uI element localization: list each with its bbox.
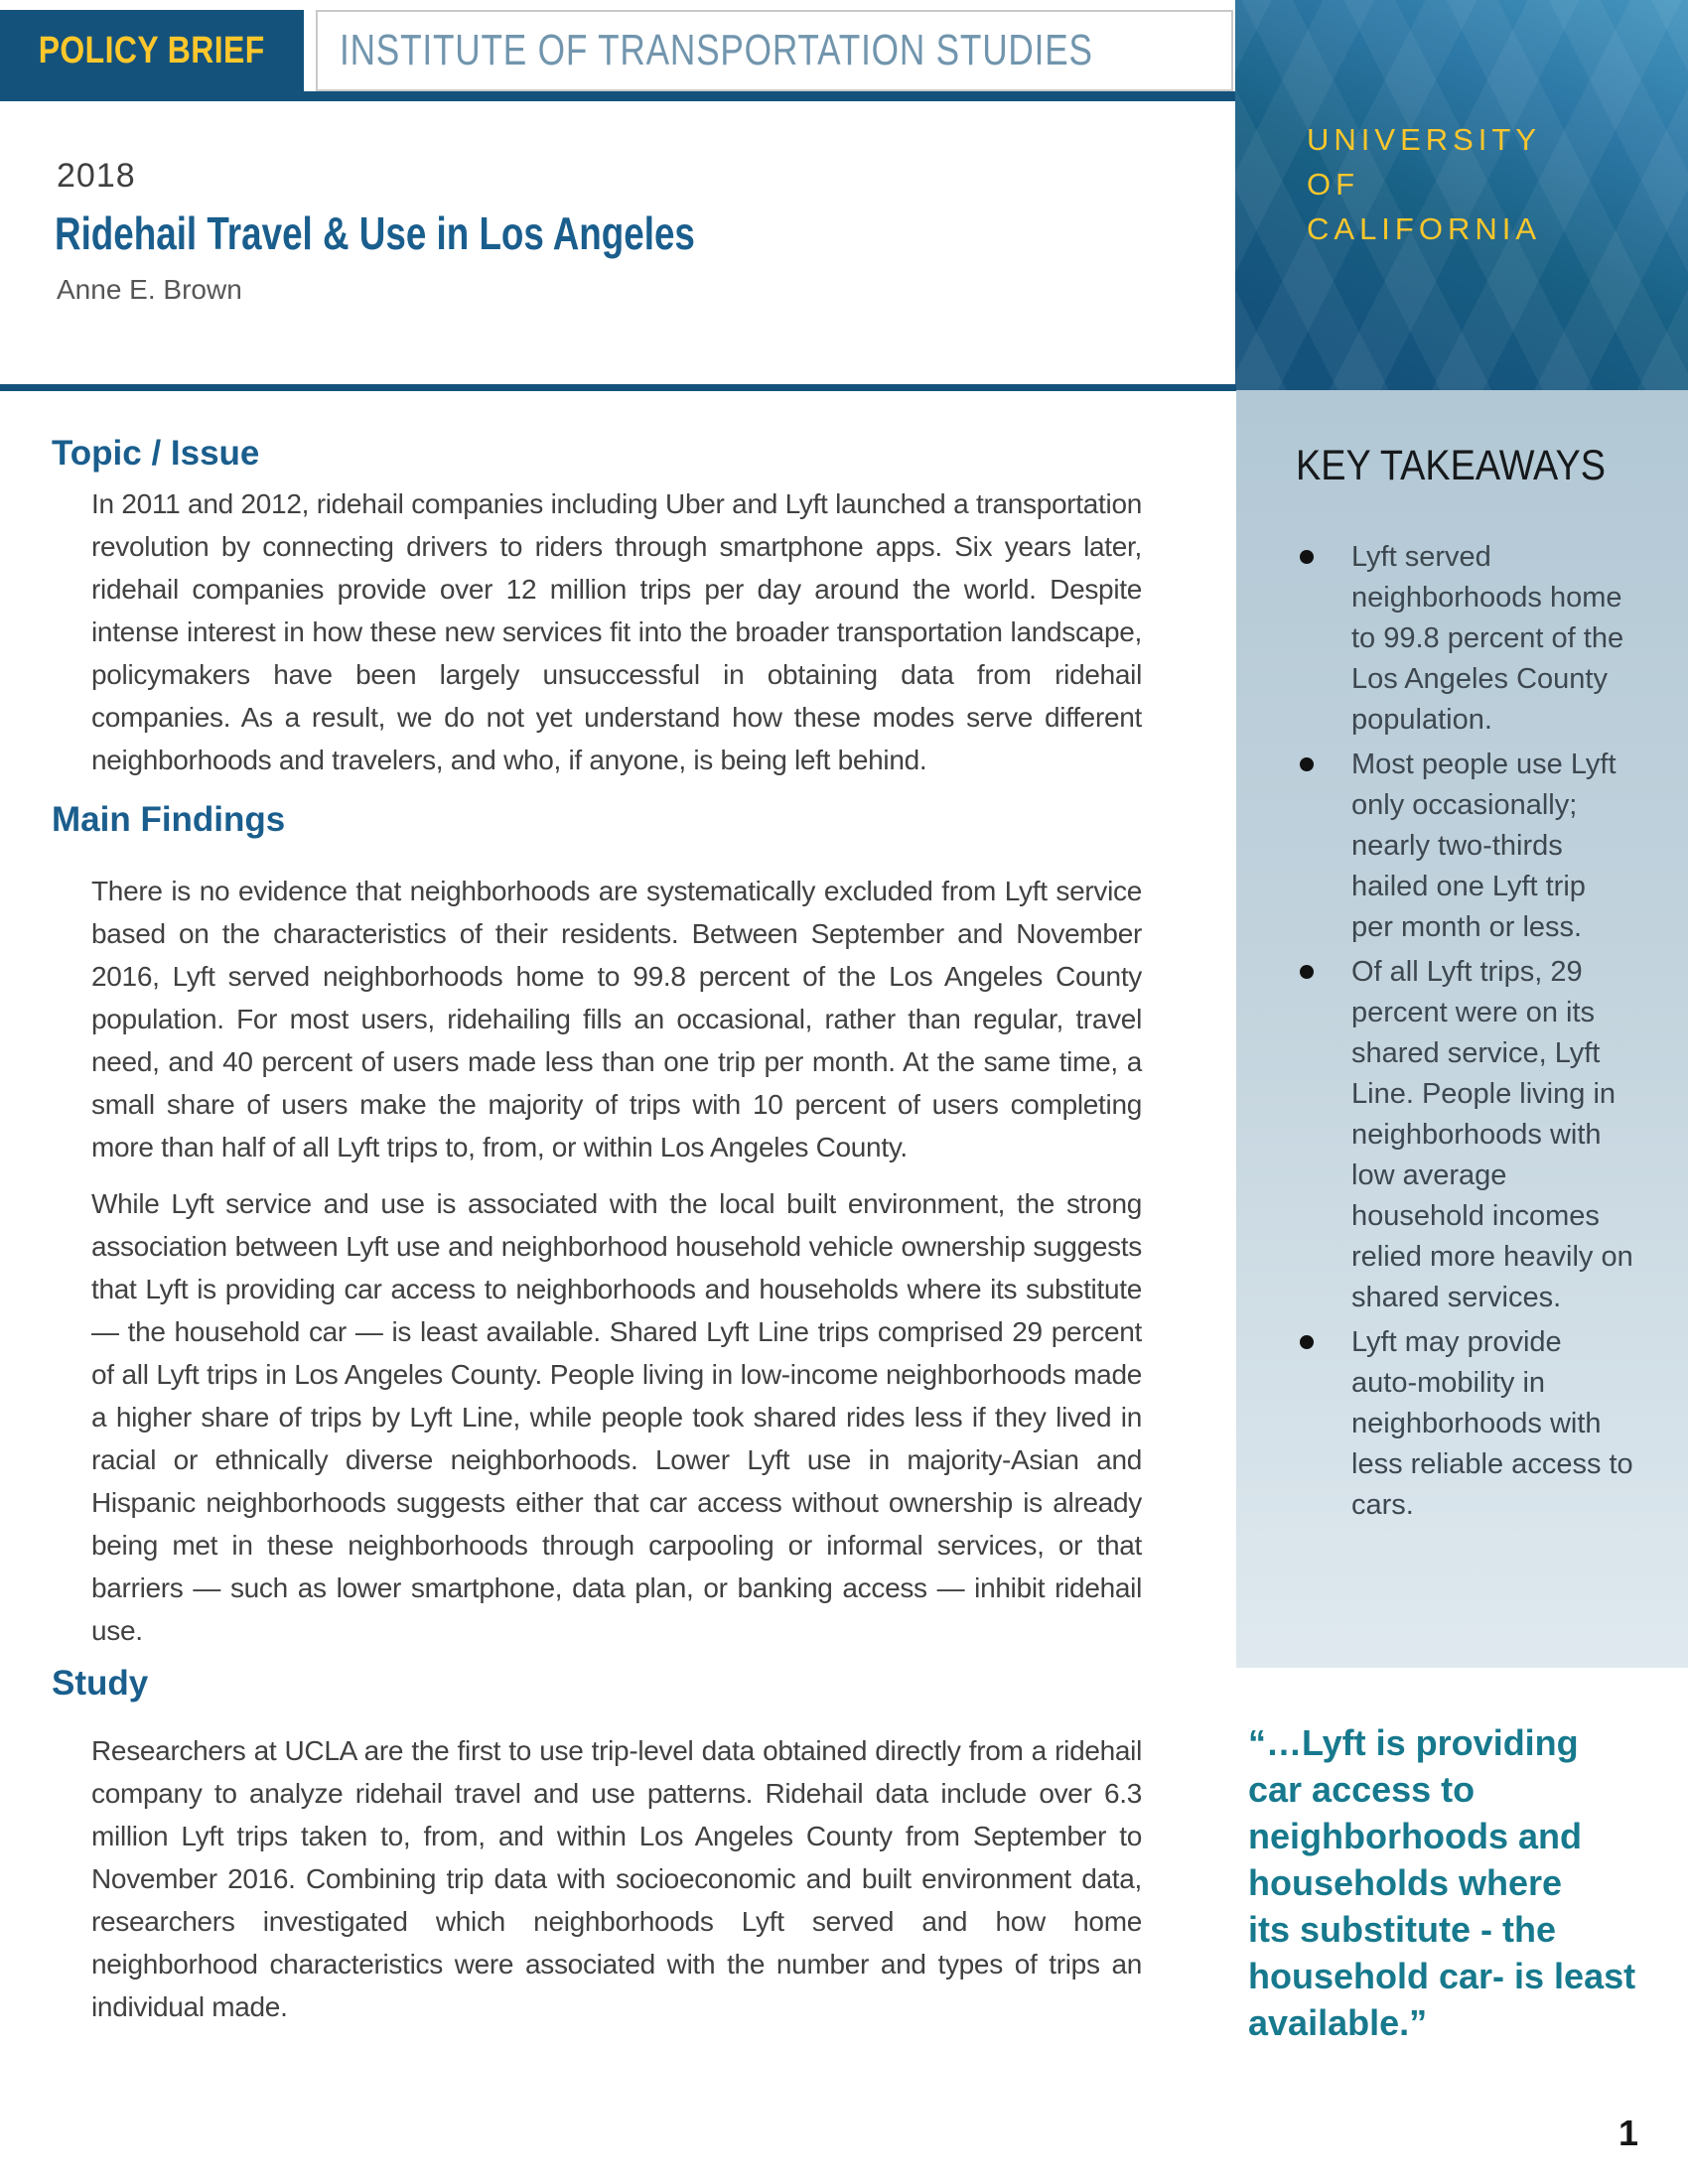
university-brand-panel — [1235, 0, 1688, 390]
main-findings-paragraph-1: There is no evidence that neighborhoods are systematically excluded from Lyft service based on the characteristics of their residents. Between September and November 2016, Lyft served neighborhoods home to 99.8 percent of the Los Angeles County population. For most users, ridehailing fills an occasional, rather than regular, travel need, and 40 percent of users made less than one trip per month. At the same time, a small share of users make the majority of trips with 10 percent of users completing more than half of all Lyft trips to, from, or within Los Angeles County. — [91, 876, 1142, 1162]
key-takeaways-panel — [1236, 390, 1688, 1668]
pull-quote-line: its substitute - the — [1248, 1909, 1557, 1950]
takeaway-item — [1296, 745, 1633, 948]
topic-issue-paragraph: In 2011 and 2012, ridehail companies including Uber and Lyft launched a transportation revolution by connecting drivers to riders through smartphone apps. Six years later, ridehail companies provide over 12 million trips per day around the world. Despite intense interest in how these new services fit into the broader transportation landscape, policymakers have been largely unsuccessful in obtaining data from ridehail companies. As a result, we do not yet understand how these modes serve different neighborhoods and travelers, and who, if anyone, is being left behind. — [91, 488, 1142, 775]
pull-quote-line: “…Lyft is providing — [1248, 1722, 1579, 1763]
pull-quote — [1248, 1719, 1635, 2046]
policy-brief-label: POLICY BRIEF — [39, 29, 265, 71]
policy-brief-badge — [0, 10, 304, 91]
pull-quote-line: household car- is least — [1248, 1956, 1636, 1996]
study-paragraph: Researchers at UCLA are the first to use trip-level data obtained directly from a ridehail company to analyze ridehail travel and use patterns. Ridehail data include over 6.3 million Lyft trips taken to, from, and within Los Angeles County from September to November 2016. Combining trip data with socioeconomic and built environment data, researchers investigated which neighborhoods Lyft served and how home neighborhood characteristics were associated with the number and types of trips an individual made. — [91, 1735, 1142, 2022]
publication-year: 2018 — [57, 157, 136, 195]
takeaway-text: Most people use Lyft only occasionally; nearly two-thirds hailed one Lyft trip per month or less. — [1351, 749, 1617, 943]
institute-title: INSTITUTE OF TRANSPORTATION STUDIES — [340, 26, 1093, 74]
institute-header — [316, 10, 1233, 91]
university-wordmark-line: OF — [1307, 167, 1360, 202]
takeaway-item — [1296, 537, 1633, 741]
university-wordmark — [1307, 117, 1541, 251]
bullet-dot-icon — [1300, 965, 1314, 979]
university-wordmark-line: UNIVERSITY — [1307, 122, 1542, 157]
author-name: Anne E. Brown — [57, 274, 242, 305]
page-number: 1 — [1618, 2113, 1639, 2153]
key-takeaways-list — [1296, 537, 1633, 1530]
section-heading-study: Study — [52, 1664, 149, 1703]
section-heading-topic-issue: Topic / Issue — [52, 434, 260, 473]
takeaway-text: Of all Lyft trips, 29 percent were on its shared service, Lyft Line. People living in neighborhoods with low average household incomes relied more heavily on shared services. — [1351, 956, 1633, 1313]
pull-quote-line: car access to — [1248, 1769, 1476, 1810]
section-heading-main-findings: Main Findings — [52, 800, 286, 839]
header-divider-rule — [0, 91, 1236, 101]
takeaway-text: Lyft served neighborhoods home to 99.8 percent of the Los Angeles County population. — [1351, 541, 1624, 736]
bullet-dot-icon — [1300, 1335, 1314, 1349]
pull-quote-line: households where — [1248, 1862, 1563, 1903]
university-wordmark-line: CALIFORNIA — [1307, 211, 1542, 246]
title-divider-rule — [0, 384, 1236, 391]
key-takeaways-heading: KEY TAKEAWAYS — [1296, 442, 1606, 489]
takeaway-item — [1296, 1322, 1633, 1526]
pull-quote-line: neighborhoods and — [1248, 1816, 1582, 1856]
bullet-dot-icon — [1300, 550, 1314, 564]
takeaway-text: Lyft may provide auto-mobility in neighborhoods with less reliable access to cars. — [1351, 1326, 1633, 1521]
pull-quote-line: available.” — [1248, 2002, 1428, 2043]
page-title: Ridehail Travel & Use in Los Angeles — [55, 207, 695, 259]
bullet-dot-icon — [1300, 757, 1314, 771]
takeaway-item — [1296, 952, 1633, 1318]
main-findings-paragraph-2: While Lyft service and use is associated with the local built environment, the strong association between Lyft use and neighborhood household vehicle ownership suggests that Lyft is providing car access to neighborhoods and households where its substitute — the household car — is least available. Shared Lyft Line trips comprised 29 percent of all Lyft trips in Los Angeles County. People living in low-income neighborhoods made a higher share of trips by Lyft Line, while people took shared rides less if they lived in racial or ethnically diverse neighborhoods. Lower Lyft use in majority-Asian and Hispanic neighborhoods suggests either that car access without ownership is already being met in these neighborhoods through carpooling or informal services, or that barriers — such as lower smartphone, data plan, or banking access — inhibit ridehail use. — [91, 1188, 1142, 1646]
